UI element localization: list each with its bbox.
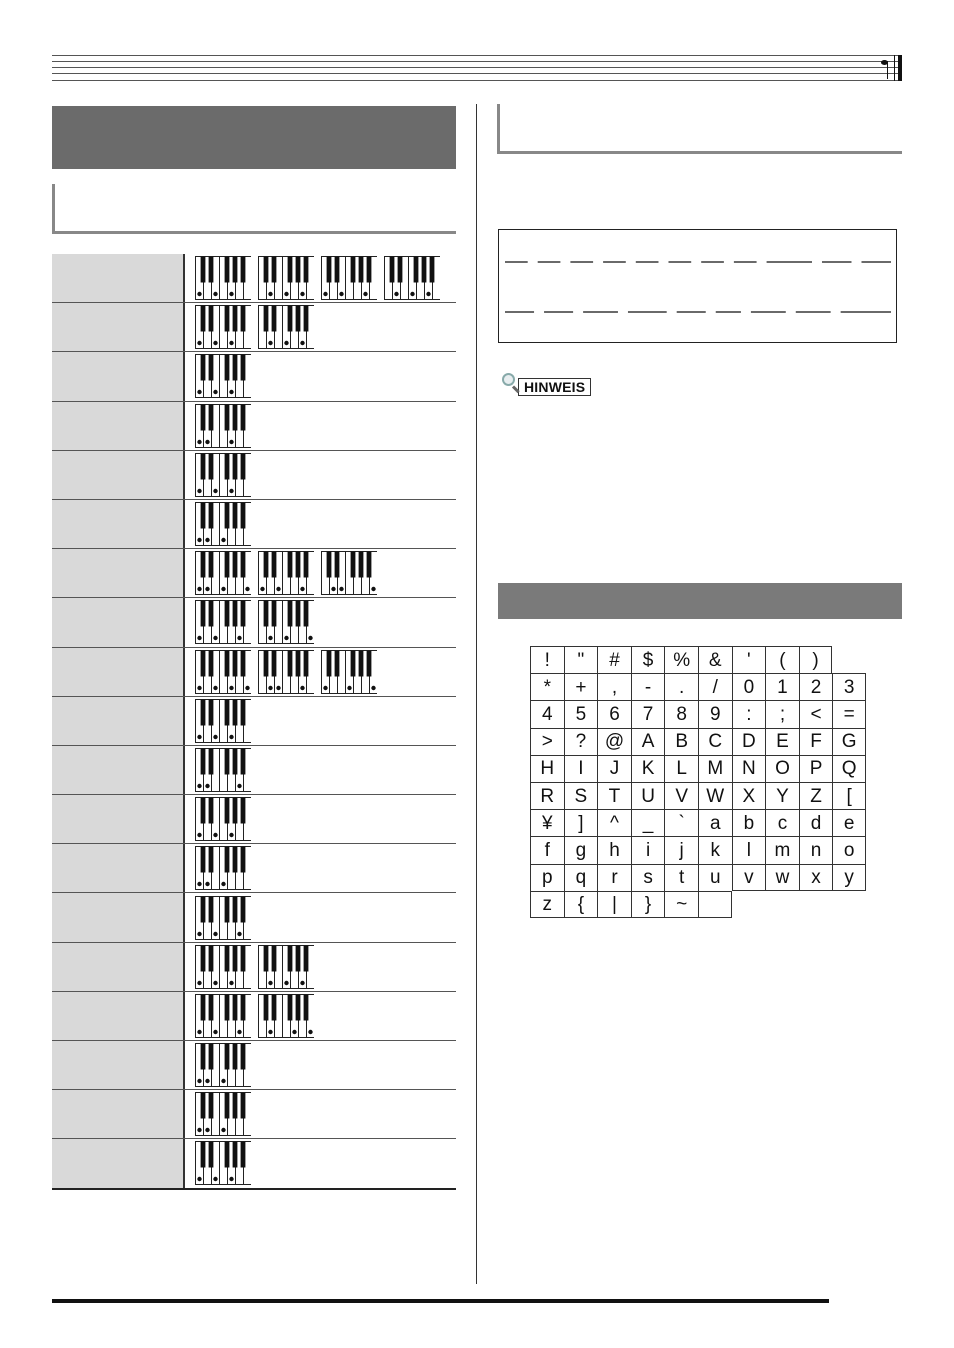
char-cell: c (765, 809, 799, 836)
key-dot (268, 341, 272, 345)
chord-row (52, 500, 456, 549)
char-cell: ) (799, 646, 833, 673)
keyboard-diagram (195, 354, 251, 398)
chord-diagrams (185, 549, 456, 597)
char-cell: n (799, 836, 833, 863)
character-table (530, 646, 866, 918)
char-cell: o (832, 836, 866, 863)
chord-diagrams (185, 254, 456, 302)
char-row (530, 782, 866, 809)
char-cell: j (664, 836, 698, 863)
char-cell: / (698, 673, 732, 700)
char-cell: s (631, 864, 665, 891)
char-cell: F (799, 728, 833, 755)
name-entry-box (498, 229, 897, 343)
char-cell: u (698, 864, 732, 891)
char-cell: % (664, 646, 698, 673)
key-dot (292, 1030, 296, 1034)
chord-name-cell (52, 1090, 185, 1138)
chord-row (52, 303, 456, 352)
char-cell: I (564, 755, 598, 782)
keyboard-diagram (195, 748, 251, 792)
name-dashes (499, 230, 895, 341)
keyboard-diagram (195, 1043, 251, 1087)
key-dot (300, 685, 304, 689)
key-dot (205, 784, 209, 788)
chord-name-cell (52, 1041, 185, 1089)
keyboard-diagram (195, 453, 251, 497)
char-cell: ` (664, 809, 698, 836)
char-cell: C (698, 728, 732, 755)
chord-row (52, 254, 456, 303)
chord-name-cell (52, 451, 185, 499)
key-dot (229, 292, 233, 296)
keyboard-diagram (195, 551, 251, 595)
key-dot (197, 1128, 201, 1132)
chord-name-cell (52, 746, 185, 794)
magnifier-icon (500, 372, 522, 394)
chord-diagrams (185, 1090, 456, 1138)
key-dot (394, 292, 398, 296)
char-cell: v (732, 864, 766, 891)
char-cell: S (564, 782, 598, 809)
char-cell: < (799, 700, 833, 727)
keyboard-diagram (258, 945, 314, 989)
keyboard-diagram (258, 551, 314, 595)
hinweis-label: HINWEIS (518, 378, 591, 396)
key-dot (268, 981, 272, 985)
key-dot (197, 882, 201, 886)
chord-diagrams (185, 893, 456, 941)
char-cell: = (832, 700, 866, 727)
chord-diagrams (185, 500, 456, 548)
chord-name-cell (52, 795, 185, 843)
key-dot (213, 931, 217, 935)
key-dot (339, 292, 343, 296)
key-dot (308, 636, 312, 640)
keyboard-diagram (195, 256, 251, 300)
key-dot (268, 1030, 272, 1034)
char-row (530, 646, 866, 673)
key-dot (276, 685, 280, 689)
char-cell: O (765, 755, 799, 782)
char-cell: & (698, 646, 732, 673)
char-cell: f (530, 836, 564, 863)
chord-name-cell (52, 844, 185, 892)
column-divider (476, 104, 477, 1284)
key-dot (197, 735, 201, 739)
char-cell: , (597, 673, 631, 700)
key-dot (213, 390, 217, 394)
key-dot (221, 1079, 225, 1083)
chord-diagrams (185, 402, 456, 450)
key-dot (268, 292, 272, 296)
keyboard-diagram (384, 256, 440, 300)
chord-row (52, 402, 456, 451)
char-cell: H (530, 755, 564, 782)
key-dot (426, 292, 430, 296)
key-dot (197, 439, 201, 443)
chord-diagrams (185, 1041, 456, 1089)
chord-row (52, 893, 456, 942)
keyboard-diagram (321, 256, 377, 300)
key-dot (213, 833, 217, 837)
key-dot (229, 390, 233, 394)
char-cell: _ (631, 809, 665, 836)
chord-row (52, 697, 456, 746)
key-dot (197, 587, 201, 591)
keyboard-diagram (258, 305, 314, 349)
char-cell: p (530, 864, 564, 891)
key-dot (213, 735, 217, 739)
char-cell: Z (799, 782, 833, 809)
char-cell: 5 (564, 700, 598, 727)
keyboard-diagram (321, 551, 377, 595)
char-cell: q (564, 864, 598, 891)
char-cell: 6 (597, 700, 631, 727)
key-dot (197, 538, 201, 542)
chord-section-bar (52, 106, 456, 169)
key-dot (221, 882, 225, 886)
key-dot (229, 489, 233, 493)
char-cell: { (564, 891, 598, 918)
key-dot (197, 784, 201, 788)
char-cell: a (698, 809, 732, 836)
chord-diagrams (185, 451, 456, 499)
char-cell: x (799, 864, 833, 891)
char-cell: $ (631, 646, 665, 673)
keyboard-diagram (195, 797, 251, 841)
key-dot (205, 1128, 209, 1132)
chord-diagrams (185, 697, 456, 745)
key-dot (197, 489, 201, 493)
chord-diagrams (185, 992, 456, 1040)
char-row (530, 755, 866, 782)
char-row (530, 728, 866, 755)
keyboard-diagram (195, 305, 251, 349)
chord-row (52, 795, 456, 844)
keyboard-diagram (195, 502, 251, 546)
keyboard-diagram (195, 846, 251, 890)
key-dot (197, 636, 201, 640)
key-dot (197, 685, 201, 689)
chord-table (52, 254, 456, 1190)
key-dot (213, 685, 217, 689)
key-dot (371, 587, 375, 591)
chord-name-cell (52, 500, 185, 548)
key-dot (197, 292, 201, 296)
key-dot (245, 685, 249, 689)
char-cell: 0 (732, 673, 766, 700)
char-cell: . (664, 673, 698, 700)
char-cell: d (799, 809, 833, 836)
page-header-staff (52, 55, 902, 81)
char-cell: k (698, 836, 732, 863)
chord-row (52, 1041, 456, 1090)
key-dot (284, 341, 288, 345)
char-cell: " (564, 646, 598, 673)
char-cell: J (597, 755, 631, 782)
char-cell: > (530, 728, 564, 755)
key-dot (197, 833, 201, 837)
char-cell: G (832, 728, 866, 755)
char-cell: ? (564, 728, 598, 755)
char-cell: ( (765, 646, 799, 673)
char-cell: b (732, 809, 766, 836)
char-cell: ~ (664, 891, 698, 918)
key-dot (300, 981, 304, 985)
char-cell: ^ (597, 809, 631, 836)
key-dot (229, 735, 233, 739)
chord-diagrams (185, 352, 456, 400)
char-cell: ' (732, 646, 766, 673)
chord-name-cell (52, 254, 185, 302)
chord-name-cell (52, 1139, 185, 1187)
char-cell: m (765, 836, 799, 863)
keyboard-diagram (258, 600, 314, 644)
char-cell: g (564, 836, 598, 863)
chord-subsection-header (52, 184, 456, 234)
key-dot (410, 292, 414, 296)
char-cell: r (597, 864, 631, 891)
char-cell: | (597, 891, 631, 918)
char-row (530, 891, 866, 918)
key-dot (205, 538, 209, 542)
chord-row (52, 648, 456, 697)
key-dot (213, 489, 217, 493)
char-cell: h (597, 836, 631, 863)
char-cell: U (631, 782, 665, 809)
char-cell: 1 (765, 673, 799, 700)
char-cell: y (832, 864, 866, 891)
key-dot (197, 931, 201, 935)
char-cell: } (631, 891, 665, 918)
char-row (530, 836, 866, 863)
key-dot (331, 587, 335, 591)
chord-row (52, 746, 456, 795)
key-dot (229, 833, 233, 837)
chord-name-cell (52, 992, 185, 1040)
key-dot (213, 1177, 217, 1181)
hinweis-note (500, 370, 591, 396)
chord-name-cell (52, 893, 185, 941)
char-cell: * (530, 673, 564, 700)
key-dot (221, 1128, 225, 1132)
char-cell: N (732, 755, 766, 782)
key-dot (229, 1177, 233, 1181)
key-dot (229, 341, 233, 345)
key-dot (323, 292, 327, 296)
char-cell: A (631, 728, 665, 755)
chord-diagrams (185, 844, 456, 892)
char-cell: 4 (530, 700, 564, 727)
key-dot (284, 636, 288, 640)
keyboard-diagram (258, 994, 314, 1038)
key-dot (205, 587, 209, 591)
keyboard-diagram (195, 1141, 251, 1185)
chord-row (52, 549, 456, 598)
key-dot (363, 292, 367, 296)
key-dot (213, 636, 217, 640)
char-cell: 3 (832, 673, 866, 700)
chord-name-cell (52, 598, 185, 646)
chord-diagrams (185, 598, 456, 646)
char-cell: D (732, 728, 766, 755)
key-dot (245, 587, 249, 591)
char-cell: e (832, 809, 866, 836)
key-dot (229, 439, 233, 443)
key-dot (300, 292, 304, 296)
key-dot (197, 1177, 201, 1181)
key-dot (229, 981, 233, 985)
char-row (530, 700, 866, 727)
chord-name-cell (52, 648, 185, 696)
key-dot (237, 931, 241, 935)
key-dot (237, 784, 241, 788)
chord-row (52, 943, 456, 992)
char-cell: P (799, 755, 833, 782)
keyboard-diagram (321, 650, 377, 694)
char-row (530, 673, 866, 700)
char-cell: 7 (631, 700, 665, 727)
key-dot (347, 685, 351, 689)
chord-name-cell (52, 697, 185, 745)
char-cell: ; (765, 700, 799, 727)
key-dot (205, 1079, 209, 1083)
key-dot (221, 587, 225, 591)
keyboard-diagram (195, 896, 251, 940)
char-cell: B (664, 728, 698, 755)
chord-diagrams (185, 746, 456, 794)
char-cell: M (698, 755, 732, 782)
char-cell: 8 (664, 700, 698, 727)
char-cell: - (631, 673, 665, 700)
chord-diagrams (185, 648, 456, 696)
key-dot (339, 587, 343, 591)
chord-name-cell (52, 549, 185, 597)
char-cell: t (664, 864, 698, 891)
keyboard-diagram (195, 699, 251, 743)
char-cell (698, 891, 732, 918)
key-dot (237, 636, 241, 640)
key-dot (268, 636, 272, 640)
chord-diagrams (185, 943, 456, 991)
char-row (530, 809, 866, 836)
chord-row (52, 451, 456, 500)
char-cell: E (765, 728, 799, 755)
keyboard-diagram (195, 650, 251, 694)
chord-row (52, 1139, 456, 1189)
key-dot (197, 341, 201, 345)
key-dot (284, 981, 288, 985)
key-dot (205, 882, 209, 886)
keyboard-diagram (195, 404, 251, 448)
key-dot (213, 981, 217, 985)
keyboard-diagram (195, 1092, 251, 1136)
char-cell: V (664, 782, 698, 809)
char-cell: W (698, 782, 732, 809)
char-cell: l (732, 836, 766, 863)
chord-row (52, 844, 456, 893)
key-dot (213, 1030, 217, 1034)
key-dot (197, 390, 201, 394)
key-dot (197, 1079, 201, 1083)
char-cell: # (597, 646, 631, 673)
chord-name-cell (52, 402, 185, 450)
char-cell: ! (530, 646, 564, 673)
key-dot (221, 538, 225, 542)
chord-diagrams (185, 795, 456, 843)
chord-name-cell (52, 303, 185, 351)
key-dot (300, 341, 304, 345)
key-dot (300, 587, 304, 591)
char-cell: K (631, 755, 665, 782)
character-section-bar (498, 583, 902, 619)
char-cell: T (597, 782, 631, 809)
key-dot (276, 587, 280, 591)
key-dot (268, 685, 272, 689)
chord-row (52, 992, 456, 1041)
name-section-header (497, 104, 902, 154)
keyboard-diagram (258, 256, 314, 300)
chord-name-cell (52, 352, 185, 400)
keyboard-diagram (195, 600, 251, 644)
key-dot (284, 292, 288, 296)
char-cell: [ (832, 782, 866, 809)
footer-rule (52, 1299, 829, 1303)
char-cell: L (664, 755, 698, 782)
chord-row (52, 1090, 456, 1139)
key-dot (229, 685, 233, 689)
keyboard-diagram (195, 945, 251, 989)
char-cell: R (530, 782, 564, 809)
chord-diagrams (185, 303, 456, 351)
key-dot (197, 981, 201, 985)
keyboard-diagram (195, 994, 251, 1038)
char-cell: 2 (799, 673, 833, 700)
char-cell: ¥ (530, 809, 564, 836)
char-cell: w (765, 864, 799, 891)
char-cell: + (564, 673, 598, 700)
chord-name-cell (52, 943, 185, 991)
char-cell: i (631, 836, 665, 863)
key-dot (260, 587, 264, 591)
key-dot (205, 439, 209, 443)
char-cell: : (732, 700, 766, 727)
char-cell: z (530, 891, 564, 918)
key-dot (237, 1030, 241, 1034)
key-dot (213, 341, 217, 345)
char-cell: ] (564, 809, 598, 836)
char-cell: X (732, 782, 766, 809)
keyboard-diagram (258, 650, 314, 694)
key-dot (308, 1030, 312, 1034)
key-dot (213, 292, 217, 296)
char-cell: 9 (698, 700, 732, 727)
key-dot (371, 685, 375, 689)
chord-diagrams (185, 1139, 456, 1187)
char-cell: @ (597, 728, 631, 755)
char-row (530, 864, 866, 891)
char-cell: Y (765, 782, 799, 809)
key-dot (197, 1030, 201, 1034)
chord-row (52, 598, 456, 647)
chord-row (52, 352, 456, 401)
key-dot (323, 685, 327, 689)
char-cell: Q (832, 755, 866, 782)
